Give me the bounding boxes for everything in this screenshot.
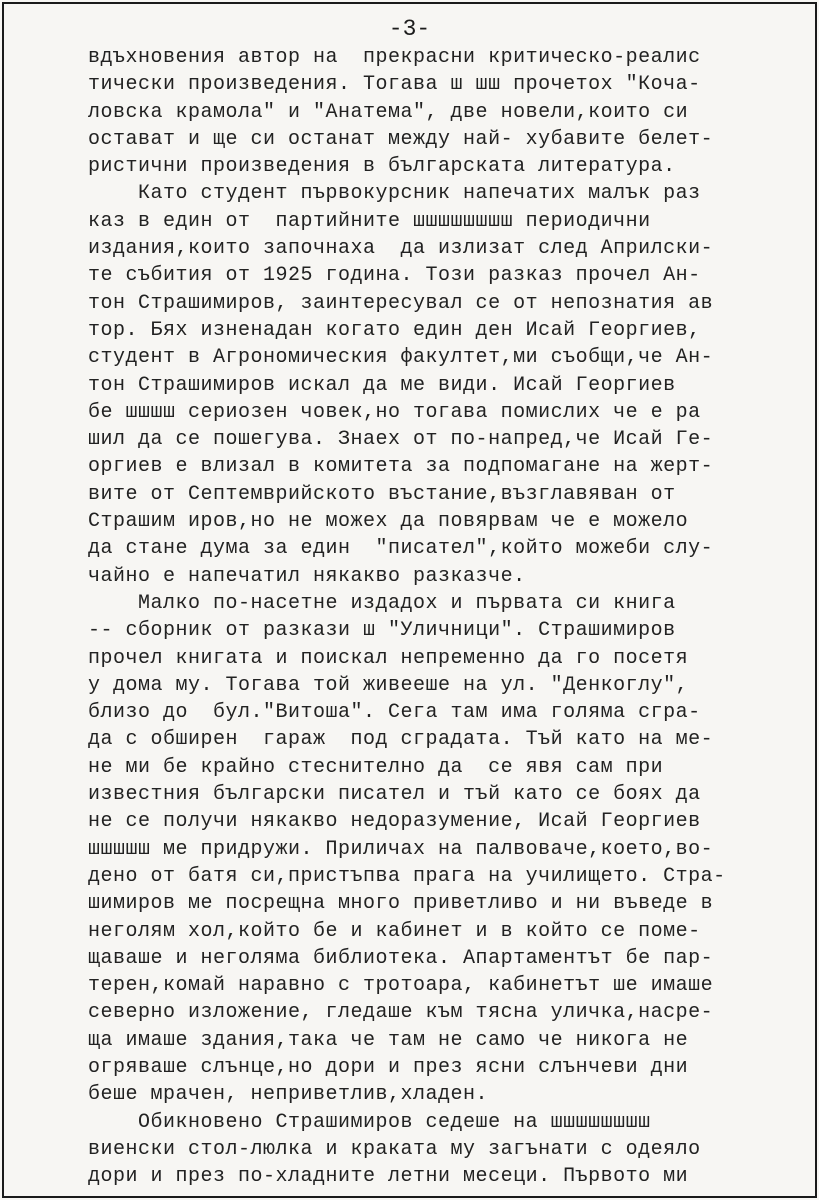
text-line: ща имаше здания,така че там не само че никога не — [88, 1028, 689, 1052]
text-line: близо до бул."Витоша". Сега там има голяма сгра- — [88, 701, 701, 725]
text-line: щаваше и неголяма библиотека. Апартаментът бе пар- — [88, 946, 714, 970]
text-line: да стане дума за един "писател",който можеби слу- — [88, 537, 714, 561]
text-line: шил да се пошегува. Знаех от по-напред,че Исай Ге- — [88, 428, 714, 452]
text-line: огряваше слънце,но дори и през ясни слънчеви дни — [88, 1055, 689, 1079]
text-line: тически произведения. Тогава ш шш прочетох "Кочa- — [88, 73, 701, 97]
text-line: не ми бе крайно стеснително да се явя сам при — [88, 755, 664, 779]
text-line: да с обширен гараж под сградата. Тъй като на ме- — [88, 728, 714, 752]
text-line: -- сборник от разкази ш "Уличници". Страшимиров — [88, 619, 676, 643]
text-line: неголям хол,който бе и кабинет и в който се поме- — [88, 919, 701, 943]
text-line: тон Страшимиров искал да ме види. Исай Георгиев — [88, 373, 676, 397]
text-line: у дома му. Тогава той живееше на ул. "Денкоглу", — [88, 673, 689, 697]
text-line: чайно е напечатил някакво разказче. — [88, 564, 526, 588]
text-line: терен,комай наравно с тротоара, кабинетът ше имаше — [88, 974, 714, 998]
text-line: оргиев е влизал в комитета за подпомагане на жерт- — [88, 455, 714, 479]
text-line: не се получи някакво недоразумение, Исай Георгиев — [88, 810, 701, 834]
text-line: издания,които започнаха да излизат след Априлски- — [88, 237, 714, 261]
text-line: тон Страшимиров, заинтересувал се от непознатия ав — [88, 291, 714, 315]
text-line: прочел книгата и поискал непременно да го посетя — [88, 646, 689, 670]
text-line: беше мрачен, неприветлив,хладен. — [88, 1083, 489, 1107]
text-line: Малко по-насетне издадох и първата си книга — [88, 591, 676, 615]
text-line: студент в Агрономическия факултет,ми съобщи,че Ан- — [88, 346, 714, 370]
text-line: известния български писател и тъй като се боях да — [88, 783, 701, 807]
text-line: каз в един от партийните шшшшшшшш периодични — [88, 209, 651, 233]
text-line: Обикновено Страшимиров седеше на шшшшшшшш — [88, 1110, 651, 1134]
page-number: -3- — [388, 16, 431, 42]
text-line: виенски стол-люлка и краката му загънати с одеяло — [88, 1137, 701, 1161]
typewritten-text-body — [88, 44, 796, 1190]
text-line: вдъхновения автор на прекрасни критическо-реалис — [88, 46, 701, 69]
text-line: остават и ще си останат между най- хубавите белет- — [88, 127, 714, 151]
text-line: вите от Септемврийското въстание,възглавяван от — [88, 482, 676, 506]
text-line: Като студент първокурсник напечатих малък раз — [88, 182, 701, 206]
text-line: тор. Бях изненадан когато един ден Исай Георгиев, — [88, 318, 701, 342]
text-line: ловска крамола" и "Анатема", две новели,които си — [88, 100, 689, 124]
text-line: дори и през по-хладните летни месеци. Първото ми — [88, 1165, 689, 1189]
text-line: Страшим иров,но не можех да повярвам че е можело — [88, 510, 689, 534]
text-line: ристични произведения в българската литература. — [88, 155, 676, 179]
text-line: шшшшш ме придружи. Приличах на палвоваче,което,во- — [88, 837, 714, 861]
text-line: шимиров ме посрещна много приветливо и ни въведе в — [88, 892, 714, 916]
text-line: бе шшшш сериозен човек,но тогава помислих че е ра — [88, 400, 701, 424]
text-line: северно изложение, гледаше към тясна уличка,насре- — [88, 1001, 714, 1025]
text-line: те събития от 1925 година. Този разказ прочел Ан- — [88, 264, 701, 288]
text-line: дено от батя си,пристъпва прага на училището. Стра- — [88, 864, 726, 888]
